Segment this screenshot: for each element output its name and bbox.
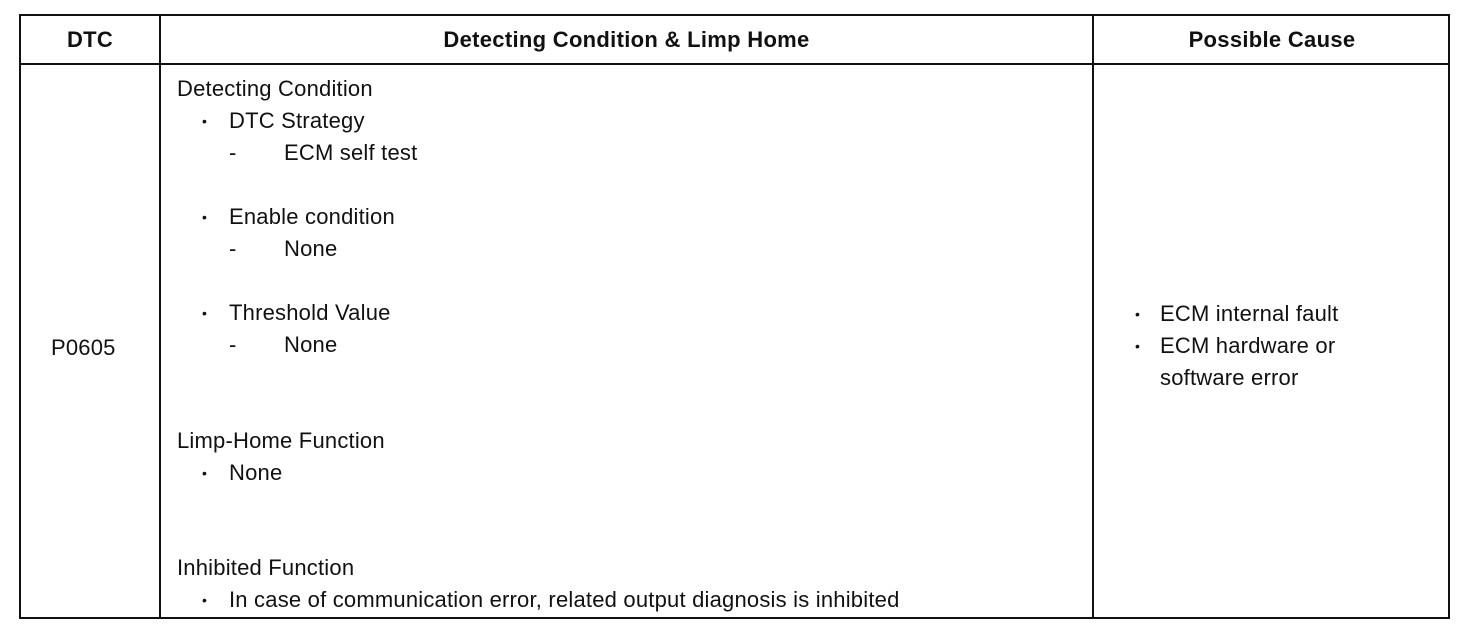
detecting-condition-heading: Detecting Condition: [177, 76, 373, 101]
bullet-threshold-value: •: [202, 305, 207, 321]
limp-home-heading: Limp-Home Function: [177, 428, 385, 453]
bullet-enable-condition: •: [202, 209, 207, 225]
dash-enable-condition: -: [229, 236, 237, 261]
header-possible-cause: Possible Cause: [1188, 27, 1356, 52]
dtc-code: P0605: [51, 335, 116, 360]
bullet-cause-1: •: [1135, 306, 1140, 322]
column-divider-1: [159, 16, 161, 617]
dtc-strategy-label: DTC Strategy: [229, 108, 365, 133]
enable-condition-value: None: [284, 236, 338, 261]
dtc-strategy-value: ECM self test: [284, 140, 418, 165]
enable-condition-label: Enable condition: [229, 204, 395, 229]
limp-home-item: None: [229, 460, 283, 485]
inhibited-heading: Inhibited Function: [177, 555, 355, 580]
header-dtc: DTC: [66, 27, 114, 52]
cause-ecm-hardware-line1: ECM hardware or: [1160, 333, 1336, 358]
dash-dtc-strategy: -: [229, 140, 237, 165]
column-divider-2: [1092, 16, 1094, 617]
inhibited-item: In case of communication error, related output diagnosis is inhibited: [229, 587, 900, 612]
dash-threshold-value: -: [229, 332, 237, 357]
dtc-table: [19, 14, 1450, 619]
threshold-value-value: None: [284, 332, 338, 357]
bullet-dtc-strategy: •: [202, 113, 207, 129]
bullet-limp-home: •: [202, 465, 207, 481]
threshold-value-label: Threshold Value: [229, 300, 391, 325]
bullet-inhibited: •: [202, 592, 207, 608]
bullet-cause-2: •: [1135, 338, 1140, 354]
cause-ecm-hardware-line2: software error: [1160, 365, 1299, 390]
header-detecting-condition: Detecting Condition & Limp Home: [443, 27, 810, 52]
cause-ecm-internal-fault: ECM internal fault: [1160, 301, 1339, 326]
